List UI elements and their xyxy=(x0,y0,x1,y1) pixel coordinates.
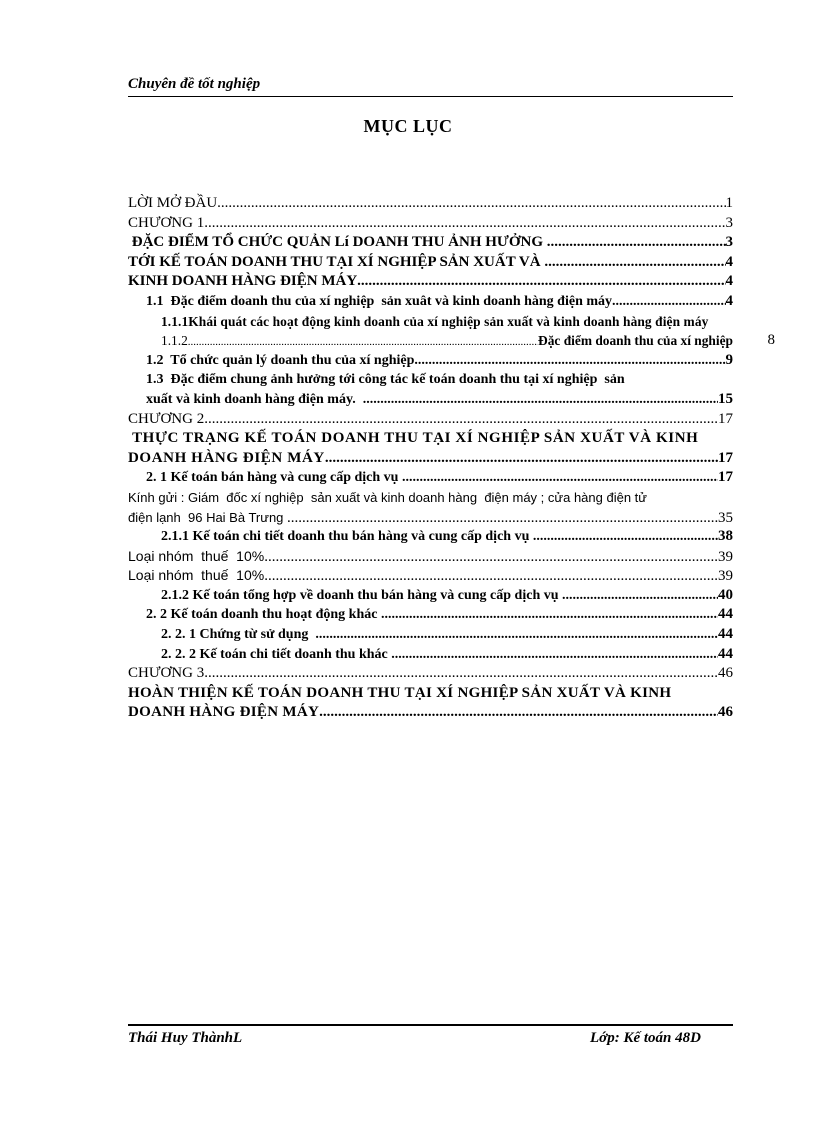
toc-leader xyxy=(357,272,725,292)
toc-entry-text: Đặc điểm doanh thu của xí nghiệp xyxy=(538,333,733,349)
header-rule xyxy=(128,96,733,97)
toc-entry-page: 46 xyxy=(718,665,733,682)
toc-leader xyxy=(319,703,718,723)
toc-entry-text: HOÀN THIỆN KẾ TOÁN DOANH THU TẠI XÍ NGHIỆP SẢN XUẤT VÀ KINH xyxy=(128,684,672,701)
toc-leader xyxy=(315,625,718,645)
toc-entry-text: 2. 2. 2 Kế toán chi tiết doanh thu khác xyxy=(161,646,392,662)
toc-entry[interactable] xyxy=(128,625,733,645)
toc-entry[interactable] xyxy=(128,390,733,410)
toc-leader xyxy=(204,214,725,234)
toc-entry-page: 35 xyxy=(718,509,733,526)
toc-entry-page: 17 xyxy=(718,410,733,427)
toc-entry-text: CHƯƠNG 1 xyxy=(128,214,205,231)
toc-leader xyxy=(287,509,718,529)
footer-class: Lớp: Kế toán 48D xyxy=(590,1030,701,1046)
toc-leader xyxy=(325,449,718,469)
toc-entry-text: 1.2 Tổ chức quản lý doanh thu của xí nghiệp xyxy=(146,352,415,368)
toc-entry[interactable] xyxy=(128,370,733,390)
toc-entry-text: 2.1.1 Kế toán chi tiết doanh thu bán hàng và cung cấp dịch vụ xyxy=(161,529,533,545)
toc-entry-text: 2. 1 Kế toán bán hàng và cung cấp dịch vụ xyxy=(146,470,402,486)
toc-entry[interactable] xyxy=(128,664,733,684)
toc-entry[interactable] xyxy=(128,645,733,665)
toc-entry[interactable] xyxy=(128,233,733,253)
toc-entry[interactable] xyxy=(128,488,733,508)
toc-entry-text: xuất và kinh doanh hàng điện máy. xyxy=(146,391,363,407)
toc-leader xyxy=(264,567,718,587)
toc-leader xyxy=(381,605,718,625)
toc-entry-page: 46 xyxy=(718,704,733,721)
toc-entry[interactable] xyxy=(128,410,733,430)
toc-entry-page: 40 xyxy=(718,586,733,603)
toc-entry[interactable] xyxy=(128,449,733,469)
toc-entry-page: 1 xyxy=(725,195,733,211)
toc-entry-text: 1.3 Đặc điểm chung ảnh hưởng tới công tác kế toán doanh thu tại xí nghiệp sản xyxy=(146,372,625,388)
running-title: Chuyên đề tốt nghiệp xyxy=(128,76,261,92)
toc-entry[interactable] xyxy=(128,351,733,371)
toc-entry[interactable] xyxy=(128,566,733,586)
toc-entry-text: 2. 2 Kế toán doanh thu hoạt động khác xyxy=(146,607,381,623)
toc-entry-page: 17 xyxy=(718,449,733,466)
toc-entry-text: KINH DOANH HÀNG ĐIỆN MÁY xyxy=(128,273,358,290)
toc-entry-page: 38 xyxy=(718,528,733,545)
footer-author: Thái Huy ThànhL xyxy=(128,1030,243,1046)
toc-entry[interactable] xyxy=(128,272,733,292)
toc-entry[interactable] xyxy=(128,684,733,704)
toc-entry-page: 3 xyxy=(725,214,733,231)
toc-leader xyxy=(544,253,725,273)
footer-rule xyxy=(128,1024,733,1026)
toc-entry[interactable] xyxy=(128,429,733,449)
toc-leader xyxy=(204,664,718,684)
toc-entry-page: 44 xyxy=(718,626,733,643)
toc-entry[interactable] xyxy=(128,253,733,273)
toc-entry[interactable] xyxy=(128,312,733,332)
toc-entry-text: 1.1 Đặc điểm doanh thu của xí nghiệp sản xuât và kinh doanh hàng điện máy xyxy=(146,293,613,309)
table-of-contents xyxy=(128,194,775,723)
toc-entry-page: 4 xyxy=(725,292,733,309)
toc-leader xyxy=(204,410,718,430)
toc-entry-page: 44 xyxy=(718,606,733,623)
toc-entry-text: THỰC TRẠNG KẾ TOÁN DOANH THU TẠI XÍ NGHIỆP SẢN XUẤT VÀ KINH xyxy=(128,430,699,447)
toc-leader xyxy=(533,527,718,547)
toc-leader xyxy=(217,194,725,214)
toc-leader xyxy=(562,586,718,606)
toc-entry-page: 15 xyxy=(718,390,733,407)
toc-entry[interactable] xyxy=(128,468,733,488)
toc-leader xyxy=(402,468,718,488)
toc-entry-page: 8 xyxy=(767,332,775,349)
toc-entry-text: điện lạnh 96 Hai Bà Trưng xyxy=(128,509,288,525)
toc-entry[interactable] xyxy=(128,547,733,567)
toc-entry-text: 1.1.2 xyxy=(161,333,188,349)
toc-entry-text: LỜI MỞ ĐẦU xyxy=(128,195,218,211)
toc-entry-page: 9 xyxy=(725,351,733,368)
toc-entry[interactable] xyxy=(128,605,733,625)
toc-entry-text: DOANH HÀNG ĐIỆN MÁY xyxy=(128,449,325,466)
toc-leader xyxy=(391,645,718,665)
toc-entry-page: 4 xyxy=(725,273,733,290)
toc-leader xyxy=(264,548,718,568)
toc-leader xyxy=(414,351,725,371)
toc-entry-page: 3 xyxy=(725,234,733,251)
toc-entry-text: CHƯƠNG 2 xyxy=(128,410,205,427)
page-title: MỤC LỤC xyxy=(363,116,453,136)
toc-entry-page: 4 xyxy=(725,253,733,270)
toc-entry-text: 2. 2. 1 Chứng từ sử dụng xyxy=(161,627,316,643)
toc-entry-page: 17 xyxy=(718,469,733,486)
toc-entry-text: Loại nhóm thuế 10% xyxy=(128,567,265,584)
toc-entry[interactable] xyxy=(128,194,733,214)
toc-entry-text: CHƯƠNG 3 xyxy=(128,665,205,682)
toc-entry-text: DOANH HÀNG ĐIỆN MÁY xyxy=(128,704,320,721)
toc-entry[interactable] xyxy=(128,527,733,547)
toc-entry[interactable] xyxy=(128,508,733,528)
toc-entry[interactable] xyxy=(128,331,775,351)
toc-leader xyxy=(612,292,725,312)
toc-entry-text: ĐẶC ĐIỂM TỔ CHỨC QUẢN Lí DOANH THU ẢNH HƯỞNG xyxy=(128,234,547,251)
toc-entry-text: 1.1.1Khái quát các hoạt động kinh doanh của xí nghiệp sản xuất và kinh doanh hàng điện máy xyxy=(161,313,709,329)
toc-entry[interactable] xyxy=(128,214,733,234)
toc-entry[interactable] xyxy=(128,292,733,312)
toc-entry[interactable] xyxy=(128,703,733,723)
toc-entry-page: 39 xyxy=(718,568,733,585)
toc-entry-text: Loại nhóm thuế 10% xyxy=(128,547,265,564)
toc-entry-page: 44 xyxy=(718,645,733,662)
toc-entry[interactable] xyxy=(128,586,733,606)
toc-leader xyxy=(547,233,726,253)
toc-entry-text: TỚI KẾ TOÁN DOANH THU TẠI XÍ NGHIỆP SẢN XUẤT VÀ xyxy=(128,253,545,270)
toc-entry-text: Kính gửi : Giám đốc xí nghiệp sản xuất và kinh doanh hàng điện máy ; cửa hàng điện tử xyxy=(128,489,647,505)
toc-entry-text: 2.1.2 Kế toán tổng hợp về doanh thu bán hàng và cung cấp dịch vụ xyxy=(161,587,563,603)
toc-entry-page: 39 xyxy=(718,548,733,565)
toc-leader xyxy=(363,390,718,410)
